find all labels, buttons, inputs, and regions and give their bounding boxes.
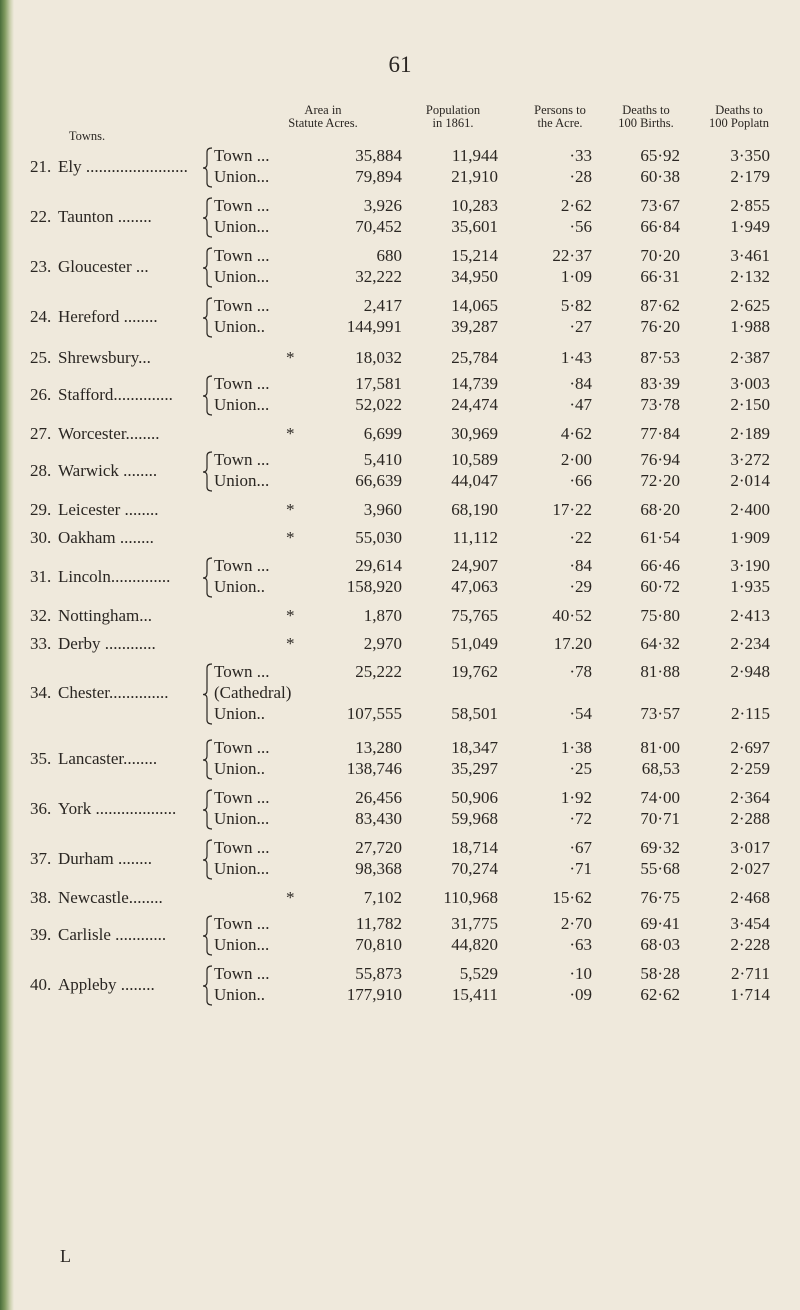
row-number: 36. bbox=[30, 798, 52, 818]
persons-per-acre-value: 1·92 bbox=[560, 788, 592, 807]
line-label: Union... bbox=[214, 167, 270, 186]
persons-per-acre-value: 40·52 bbox=[552, 606, 592, 625]
deaths-per-population-value: 2·711 bbox=[730, 964, 770, 983]
header-population bbox=[408, 104, 498, 130]
row-brace bbox=[203, 297, 213, 339]
row-number: 25. bbox=[30, 348, 52, 367]
town-name: Hereford ........ bbox=[58, 306, 158, 326]
acres-value: 18,032 bbox=[355, 348, 402, 367]
deaths-per-population-value: 2·387 bbox=[730, 348, 770, 367]
line-label: Town ... bbox=[214, 196, 270, 215]
deaths-per-population-value: 2·115 bbox=[730, 704, 770, 723]
town-name: Ely ........................ bbox=[58, 156, 188, 176]
persons-per-acre-value: ·22 bbox=[569, 528, 592, 547]
deaths-per-population-value: 2·027 bbox=[730, 859, 770, 878]
acres-value: 2,417 bbox=[363, 296, 402, 315]
persons-per-acre-value: 17·22 bbox=[552, 500, 592, 519]
acres-value: 5,410 bbox=[363, 450, 402, 469]
population-value: 24,907 bbox=[451, 556, 498, 575]
deaths-per-births-value: 66·84 bbox=[640, 217, 680, 236]
deaths-per-births-value: 68,53 bbox=[641, 759, 680, 778]
line-label: Town ... bbox=[214, 914, 270, 933]
persons-per-acre-value: ·84 bbox=[569, 556, 592, 575]
row-brace bbox=[203, 147, 213, 189]
line-label: Town ... bbox=[214, 146, 270, 165]
acres-value: 32,222 bbox=[355, 267, 402, 286]
population-value: 34,950 bbox=[451, 267, 498, 286]
deaths-per-population-value: 3·190 bbox=[730, 556, 770, 575]
row-brace bbox=[203, 739, 213, 781]
population-value: 35,297 bbox=[451, 759, 498, 778]
line-label: Town ... bbox=[214, 738, 270, 757]
deaths-per-births-value: 66·31 bbox=[640, 267, 680, 286]
row-number: 23. bbox=[30, 256, 52, 276]
deaths-per-population-value: 3·272 bbox=[730, 450, 770, 469]
row-number: 40. bbox=[30, 974, 52, 994]
deaths-per-births-value: 69·41 bbox=[640, 914, 680, 933]
header-acres-line1: Area in bbox=[304, 103, 342, 117]
deaths-per-population-value: 2·948 bbox=[730, 662, 770, 681]
acres-value: 17,581 bbox=[355, 374, 402, 393]
population-value: 11,944 bbox=[451, 146, 498, 165]
header-towns: Towns. bbox=[68, 129, 106, 143]
deaths-per-births-value: 87·62 bbox=[640, 296, 680, 315]
acres-value: 13,280 bbox=[355, 738, 402, 757]
population-value: 51,049 bbox=[451, 634, 498, 653]
acres-value: 6,699 bbox=[363, 424, 402, 443]
deaths-per-births-value: 69·32 bbox=[640, 838, 680, 857]
row-number: 28. bbox=[30, 460, 52, 480]
deaths-per-population-value: 2·189 bbox=[730, 424, 770, 443]
line-label: Union... bbox=[214, 395, 270, 414]
town-name: Stafford.............. bbox=[58, 384, 173, 404]
row-brace bbox=[203, 915, 213, 957]
persons-per-acre-value: 4·62 bbox=[560, 424, 592, 443]
deaths-per-births-value: 77·84 bbox=[640, 424, 680, 443]
persons-per-acre-value: 1·09 bbox=[560, 267, 592, 286]
header-deaths-pop-line2: 100 Poplatn bbox=[708, 116, 770, 130]
persons-per-acre-value: ·29 bbox=[569, 577, 592, 596]
header-deaths-pop bbox=[694, 104, 784, 130]
deaths-per-births-value: 70·71 bbox=[640, 809, 680, 828]
persons-per-acre-value: ·66 bbox=[569, 471, 592, 490]
row-number: 39. bbox=[30, 924, 52, 944]
persons-per-acre-value: ·71 bbox=[569, 859, 592, 878]
persons-per-acre-value: 2·62 bbox=[560, 196, 592, 215]
deaths-per-births-value: 76·75 bbox=[640, 888, 680, 907]
population-value: 39,287 bbox=[451, 317, 498, 336]
page-number: 61 bbox=[388, 52, 412, 77]
town-name: Chester.............. bbox=[58, 683, 169, 702]
persons-per-acre-value: 2·70 bbox=[560, 914, 592, 933]
header-deaths-births bbox=[604, 104, 688, 130]
row-number: 30. bbox=[30, 528, 52, 547]
deaths-per-births-value: 60·72 bbox=[640, 577, 680, 596]
row-number: 32. bbox=[30, 606, 52, 625]
deaths-per-births-value: 73·57 bbox=[640, 704, 680, 723]
population-value: 11,112 bbox=[452, 528, 498, 547]
town-name: Gloucester ... bbox=[58, 256, 149, 276]
town-name: Taunton ........ bbox=[58, 206, 152, 226]
row-number: 22. bbox=[30, 206, 52, 226]
row-brace bbox=[203, 965, 213, 1007]
row-number: 34. bbox=[30, 683, 52, 702]
acres-value: 138,746 bbox=[346, 759, 402, 778]
row-number: 27. bbox=[30, 424, 52, 443]
line-label: Union.. bbox=[214, 317, 265, 336]
persons-per-acre-value: 22·37 bbox=[552, 246, 592, 265]
persons-per-acre-value: ·28 bbox=[569, 167, 592, 186]
deaths-per-births-value: 60·38 bbox=[640, 167, 680, 186]
deaths-per-births-value: 81·00 bbox=[640, 738, 680, 757]
persons-per-acre-value: ·54 bbox=[569, 704, 592, 723]
population-value: 47,063 bbox=[451, 577, 498, 596]
persons-per-acre-value: ·84 bbox=[569, 374, 592, 393]
acres-value: 3,960 bbox=[363, 500, 402, 519]
town-name: York ................... bbox=[58, 798, 177, 818]
town-name: Appleby ........ bbox=[58, 974, 155, 994]
row-number: 29. bbox=[30, 500, 52, 519]
line-label: (Cathedral) bbox=[214, 683, 292, 702]
population-value: 5,529 bbox=[459, 964, 498, 983]
line-label: Town ... bbox=[214, 374, 270, 393]
deaths-per-population-value: 2·228 bbox=[730, 935, 770, 954]
deaths-per-population-value: 2·697 bbox=[730, 738, 770, 757]
town-name: Carlisle ............ bbox=[58, 924, 167, 944]
deaths-per-population-value: 2·413 bbox=[730, 606, 770, 625]
header-deaths-births-line2: 100 Births. bbox=[618, 116, 674, 130]
deaths-per-births-value: 68·20 bbox=[640, 500, 680, 519]
population-value: 44,047 bbox=[451, 471, 498, 490]
line-label: Union.. bbox=[214, 704, 265, 723]
line-label: Town ... bbox=[214, 964, 270, 983]
line-label: Union... bbox=[214, 859, 270, 878]
persons-per-acre-value: 15·62 bbox=[552, 888, 592, 907]
acres-value: 70,452 bbox=[355, 217, 402, 236]
acres-value: 11,782 bbox=[355, 914, 402, 933]
acres-value: 98,368 bbox=[355, 859, 402, 878]
deaths-per-population-value: 2·400 bbox=[730, 500, 770, 519]
deaths-per-population-value: 3·017 bbox=[730, 838, 770, 857]
deaths-per-births-value: 72·20 bbox=[640, 471, 680, 490]
persons-per-acre-value: ·10 bbox=[569, 964, 592, 983]
deaths-per-population-value: 2·364 bbox=[730, 788, 770, 807]
deaths-per-population-value: 2·259 bbox=[730, 759, 770, 778]
population-value: 18,347 bbox=[451, 738, 498, 757]
deaths-per-births-value: 64·32 bbox=[640, 634, 680, 653]
population-value: 58,501 bbox=[451, 704, 498, 723]
header-acres bbox=[268, 104, 378, 130]
deaths-per-population-value: 2·014 bbox=[730, 471, 770, 490]
persons-per-acre-value: ·56 bbox=[569, 217, 592, 236]
header-persons-line2: the Acre. bbox=[537, 116, 583, 130]
deaths-per-population-value: 3·003 bbox=[730, 374, 770, 393]
acres-value: 144,991 bbox=[346, 317, 402, 336]
line-label: * bbox=[286, 348, 295, 367]
persons-per-acre-value: 1·43 bbox=[560, 348, 592, 367]
row-brace bbox=[203, 451, 213, 493]
line-label: * bbox=[286, 424, 295, 443]
population-value: 18,714 bbox=[451, 838, 498, 857]
town-name: Derby ............ bbox=[58, 634, 156, 653]
population-value: 30,969 bbox=[451, 424, 498, 443]
row-brace bbox=[203, 247, 213, 289]
population-value: 44,820 bbox=[451, 935, 498, 954]
deaths-per-births-value: 68·03 bbox=[640, 935, 680, 954]
persons-per-acre-value: ·09 bbox=[569, 985, 592, 1004]
acres-value: 158,920 bbox=[346, 577, 402, 596]
row-number: 37. bbox=[30, 848, 52, 868]
acres-value: 26,456 bbox=[355, 788, 402, 807]
acres-value: 70,810 bbox=[355, 935, 402, 954]
persons-per-acre-value: ·67 bbox=[569, 838, 592, 857]
population-value: 15,214 bbox=[451, 246, 498, 265]
town-name: Lancaster........ bbox=[58, 748, 158, 768]
population-value: 50,906 bbox=[451, 788, 498, 807]
deaths-per-births-value: 62·62 bbox=[640, 985, 680, 1004]
line-label: * bbox=[286, 500, 295, 519]
line-label: Union... bbox=[214, 217, 270, 236]
acres-value: 680 bbox=[376, 246, 402, 265]
population-value: 59,968 bbox=[451, 809, 498, 828]
deaths-per-population-value: 3·454 bbox=[730, 914, 770, 933]
deaths-per-births-value: 55·68 bbox=[640, 859, 680, 878]
line-label: Union.. bbox=[214, 577, 265, 596]
deaths-per-population-value: 2·625 bbox=[730, 296, 770, 315]
population-value: 21,910 bbox=[451, 167, 498, 186]
town-name: Nottingham... bbox=[58, 606, 152, 625]
acres-value: 55,030 bbox=[355, 528, 402, 547]
acres-value: 27,720 bbox=[355, 838, 402, 857]
deaths-per-births-value: 75·80 bbox=[640, 606, 680, 625]
population-value: 10,283 bbox=[451, 196, 498, 215]
deaths-per-population-value: 2·234 bbox=[730, 634, 770, 653]
page-binding-edge bbox=[0, 0, 14, 1310]
deaths-per-population-value: 1·949 bbox=[730, 217, 770, 236]
header-persons-line1: Persons to bbox=[534, 103, 586, 117]
population-value: 10,589 bbox=[451, 450, 498, 469]
deaths-per-population-value: 3·461 bbox=[730, 246, 770, 265]
line-label: Union... bbox=[214, 471, 270, 490]
deaths-per-births-value: 73·67 bbox=[640, 196, 680, 215]
line-label: Union... bbox=[214, 267, 270, 286]
line-label: * bbox=[286, 634, 295, 653]
row-brace bbox=[203, 789, 213, 831]
deaths-per-births-value: 87·53 bbox=[640, 348, 680, 367]
row-number: 31. bbox=[30, 566, 52, 586]
persons-per-acre-value: ·72 bbox=[569, 809, 592, 828]
line-label: Union... bbox=[214, 935, 270, 954]
population-value: 68,190 bbox=[451, 500, 498, 519]
population-value: 35,601 bbox=[451, 217, 498, 236]
persons-per-acre-value: 17.20 bbox=[553, 634, 592, 653]
deaths-per-population-value: 2·288 bbox=[730, 809, 770, 828]
line-label: Town ... bbox=[214, 838, 270, 857]
row-number: 26. bbox=[30, 384, 52, 404]
population-value: 75,765 bbox=[451, 606, 498, 625]
town-name: Lincoln.............. bbox=[58, 566, 171, 586]
deaths-per-births-value: 83·39 bbox=[640, 374, 680, 393]
line-label: Town ... bbox=[214, 788, 270, 807]
acres-value: 25,222 bbox=[355, 662, 402, 681]
deaths-per-births-value: 74·00 bbox=[640, 788, 680, 807]
line-label: Union... bbox=[214, 809, 270, 828]
line-label: Union.. bbox=[214, 759, 265, 778]
persons-per-acre-value: ·78 bbox=[569, 662, 592, 681]
deaths-per-births-value: 76·94 bbox=[640, 450, 680, 469]
header-deaths-births-line1: Deaths to bbox=[622, 103, 670, 117]
town-name: Durham ........ bbox=[58, 848, 152, 868]
row-number: 21. bbox=[30, 156, 52, 176]
persons-per-acre-value: ·27 bbox=[569, 317, 592, 336]
deaths-per-births-value: 61·54 bbox=[640, 528, 680, 547]
deaths-per-births-value: 81·88 bbox=[640, 662, 680, 681]
persons-per-acre-value: ·63 bbox=[569, 935, 592, 954]
row-brace bbox=[203, 663, 213, 726]
persons-per-acre-value: 5·82 bbox=[560, 296, 592, 315]
header-population-line1: Population bbox=[425, 103, 481, 117]
population-value: 70,274 bbox=[451, 859, 498, 878]
line-label: * bbox=[286, 606, 295, 625]
deaths-per-births-value: 70·20 bbox=[640, 246, 680, 265]
row-brace bbox=[203, 557, 213, 599]
population-value: 110,968 bbox=[443, 888, 498, 907]
header-deaths-pop-line1: Deaths to bbox=[715, 103, 763, 117]
population-value: 24,474 bbox=[451, 395, 498, 414]
population-value: 15,411 bbox=[451, 985, 498, 1004]
row-brace bbox=[203, 197, 213, 239]
acres-value: 35,884 bbox=[355, 146, 402, 165]
footer-mark: L bbox=[60, 1246, 71, 1266]
acres-value: 66,639 bbox=[355, 471, 402, 490]
deaths-per-population-value: 1·909 bbox=[730, 528, 770, 547]
deaths-per-population-value: 2·179 bbox=[730, 167, 770, 186]
deaths-per-population-value: 2·150 bbox=[730, 395, 770, 414]
acres-value: 83,430 bbox=[355, 809, 402, 828]
line-label: * bbox=[286, 528, 295, 547]
population-value: 14,065 bbox=[451, 296, 498, 315]
acres-value: 3,926 bbox=[363, 196, 402, 215]
row-number: 33. bbox=[30, 634, 52, 653]
row-number: 24. bbox=[30, 306, 52, 326]
population-value: 31,775 bbox=[451, 914, 498, 933]
acres-value: 55,873 bbox=[355, 964, 402, 983]
deaths-per-births-value: 76·20 bbox=[640, 317, 680, 336]
town-name: Newcastle........ bbox=[58, 888, 163, 907]
town-name: Shrewsbury... bbox=[58, 348, 151, 367]
deaths-per-population-value: 3·350 bbox=[730, 146, 770, 165]
deaths-per-population-value: 2·468 bbox=[730, 888, 770, 907]
town-name: Warwick ........ bbox=[58, 460, 158, 480]
header-acres-line2: Statute Acres. bbox=[288, 116, 358, 130]
acres-value: 52,022 bbox=[355, 395, 402, 414]
town-name: Leicester ........ bbox=[58, 500, 159, 519]
acres-value: 7,102 bbox=[363, 888, 402, 907]
line-label: Town ... bbox=[214, 296, 270, 315]
deaths-per-population-value: 1·935 bbox=[730, 577, 770, 596]
acres-value: 177,910 bbox=[346, 985, 402, 1004]
persons-per-acre-value: ·33 bbox=[569, 146, 592, 165]
line-label: Town ... bbox=[214, 662, 270, 681]
deaths-per-births-value: 65·92 bbox=[640, 146, 680, 165]
deaths-per-population-value: 1·714 bbox=[730, 985, 770, 1004]
persons-per-acre-value: 1·38 bbox=[560, 738, 592, 757]
deaths-per-births-value: 73·78 bbox=[640, 395, 680, 414]
header-persons bbox=[520, 104, 600, 130]
acres-value: 79,894 bbox=[355, 167, 402, 186]
deaths-per-population-value: 2·855 bbox=[730, 196, 770, 215]
persons-per-acre-value: ·47 bbox=[569, 395, 592, 414]
persons-per-acre-value: ·25 bbox=[569, 759, 592, 778]
acres-value: 107,555 bbox=[346, 704, 402, 723]
row-brace bbox=[203, 375, 213, 417]
town-name: Oakham ........ bbox=[58, 528, 154, 547]
acres-value: 29,614 bbox=[355, 556, 402, 575]
population-value: 19,762 bbox=[451, 662, 498, 681]
row-brace bbox=[203, 839, 213, 881]
line-label: * bbox=[286, 888, 295, 907]
line-label: Town ... bbox=[214, 450, 270, 469]
row-number: 35. bbox=[30, 748, 52, 768]
line-label: Union.. bbox=[214, 985, 265, 1004]
row-number: 38. bbox=[30, 888, 52, 907]
town-name: Worcester........ bbox=[58, 424, 160, 443]
header-population-line2: in 1861. bbox=[432, 116, 474, 130]
deaths-per-population-value: 1·988 bbox=[730, 317, 770, 336]
acres-value: 1,870 bbox=[363, 606, 402, 625]
persons-per-acre-value: 2·00 bbox=[560, 450, 592, 469]
population-value: 25,784 bbox=[451, 348, 498, 367]
population-value: 14,739 bbox=[451, 374, 498, 393]
line-label: Town ... bbox=[214, 556, 270, 575]
line-label: Town ... bbox=[214, 246, 270, 265]
deaths-per-population-value: 2·132 bbox=[730, 267, 770, 286]
deaths-per-births-value: 66·46 bbox=[640, 556, 680, 575]
acres-value: 2,970 bbox=[363, 634, 402, 653]
deaths-per-births-value: 58·28 bbox=[640, 964, 680, 983]
